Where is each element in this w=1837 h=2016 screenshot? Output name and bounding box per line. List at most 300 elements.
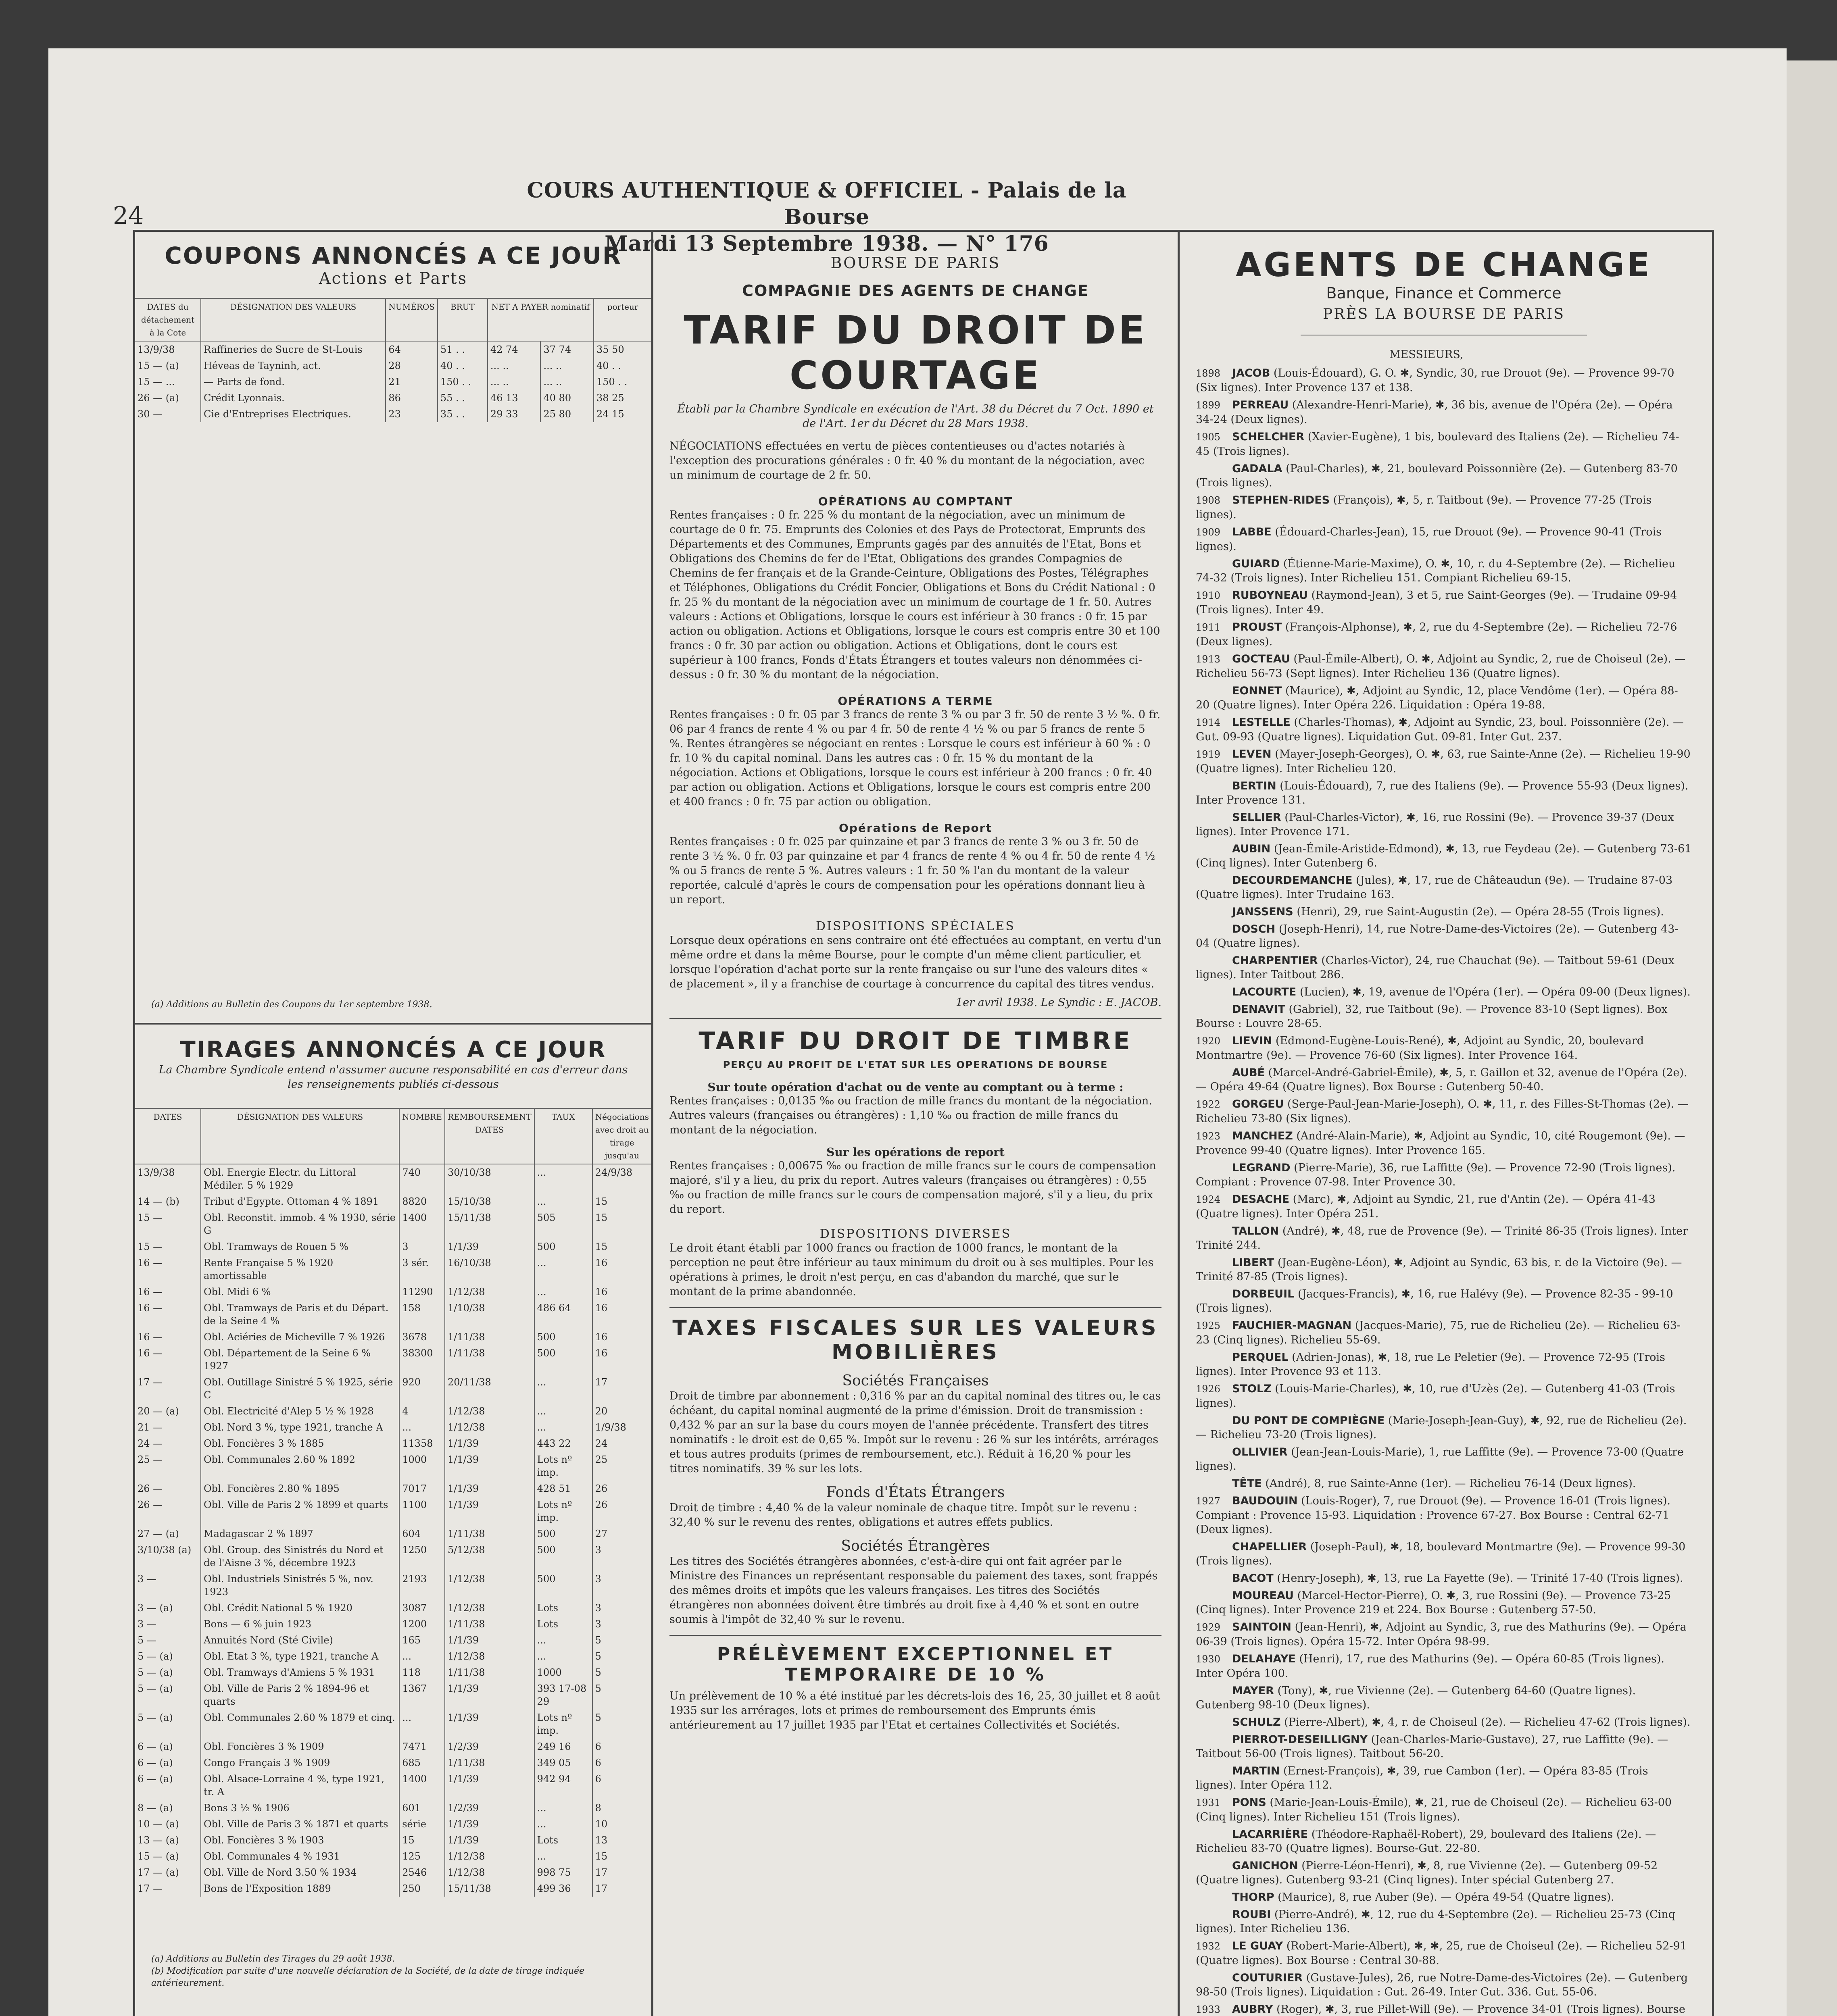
table-row [135,1616,651,1632]
tirages-col-designation: DÉSIGNATION DES VALEURS [201,1108,399,1164]
table-cell: Obl. Foncières 2.80 % 1895 [201,1481,399,1497]
agent-details: (Henri), 17, rue des Mathurins (9e). — Opéra 60-85 (Trois lignes). Inter Opéra 100. [1196,1653,1665,1680]
agent-year: 1929 [1196,1622,1221,1633]
table-cell: 25 80 [540,406,594,422]
table-cell: 125 [399,1848,445,1864]
agent-name: LIEVIN [1232,1035,1272,1047]
table-cell: ... [534,1419,592,1435]
agent-name: MOUREAU [1232,1589,1294,1602]
agent-details: (Jean-Émile-Aristide-Edmond), ✱, 13, rue Feydeau (2e). — Gutenberg 73-61 (Cinq lignes). Inter Gutenberg 6. [1196,843,1692,869]
table-row [135,1881,651,1897]
table-row [135,1571,651,1600]
agent-entry [1196,1414,1692,1442]
table-cell: ... [399,1710,445,1739]
table-cell: 1/1/39 [445,1632,534,1648]
table-cell: Obl. Alsace-Lorraine 4 %, type 1921, tr. A [201,1771,399,1800]
agent-entry [1196,922,1692,950]
agent-name: DOSCH [1232,923,1276,935]
agent-name: LEGRAND [1232,1162,1291,1174]
table-cell: 7471 [399,1739,445,1755]
agent-year: 1899 [1196,400,1221,411]
agent-year: 1922 [1196,1099,1221,1110]
agent-entry [1196,1827,1692,1856]
agent-name: SCHULZ [1232,1716,1281,1729]
coupons-col-porteur: porteur [594,298,651,341]
table-cell: Annuités Nord (Sté Civile) [201,1632,399,1648]
coupons-subtitle: Actions et Parts [319,269,468,288]
table-cell: 25 [592,1452,651,1481]
table-row [135,1832,651,1848]
agent-name: LABBE [1232,526,1272,538]
table-cell: Bons de l'Exposition 1889 [201,1881,399,1897]
table-cell: 5 — (a) [138,1683,173,1694]
agent-year: 1914 [1196,717,1221,728]
table-row [135,1497,651,1526]
agent-year: 1908 [1196,495,1221,506]
agent-name: BERTIN [1232,780,1276,792]
fonds-etrangers-heading: Fonds d'États Étrangers [826,1484,1005,1501]
table-cell: 249 16 [534,1739,592,1755]
table-row [135,1648,651,1664]
table-cell: 1/2/39 [445,1739,534,1755]
table-cell: Obl. Ville de Paris 2 % 1899 et quarts [201,1497,399,1526]
table-cell: 1/12/38 [445,1419,534,1435]
agent-details: (Alexandre-Henri-Marie), ✱, 36 bis, avenue de l'Opéra (2e). — Opéra 34-24 (Deux lignes). [1196,399,1673,426]
table-cell: 15 [592,1193,651,1210]
table-cell: 1/9/38 [592,1419,651,1435]
table-cell: 55 . . [438,390,488,406]
table-cell: 30 — [138,408,163,420]
tirages-note-top: La Chambre Syndicale entend n'assumer aucune responsabilité en cas d'erreur dans les renseignements publiés ci-dessous [158,1064,628,1091]
agent-details: (Jean-Charles-Marie-Gustave), 27, rue Laffitte (9e). — Taitbout 56-00 (Trois lignes). Taitbout 56-20. [1196,1733,1668,1760]
table-cell: 21 [386,374,438,390]
agent-year: 1930 [1196,1654,1221,1665]
tirages-title: TIRAGES ANNONCÉS A CE JOUR [180,1037,607,1063]
agent-entry [1196,366,1692,395]
table-cell: 17 — (a) [138,1867,179,1878]
table-cell: 1/12/38 [445,1284,534,1300]
table-cell: 8820 [399,1193,445,1210]
agent-entry [1196,1939,1692,1968]
agent-entry [1196,1192,1692,1221]
agent-details: (Marcel-André-Gabriel-Émile), ✱, 5, r. Gaillon et 32, avenue de l'Opéra (2e). — Opéra 49-64 (Quatre lignes). Box Bourse : Gutenberg 50-40. [1196,1066,1687,1093]
agent-name: AUBRY [1232,2003,1273,2016]
report2-heading: Sur les opérations de report [826,1145,1005,1159]
table-cell: ... [534,1255,592,1284]
table-cell: 38300 [399,1345,445,1374]
societes-francaises-text: Droit de timbre par abonnement : 0,316 % par an du capital nominal des titres ou, le cas échéant, du capital nominal augmenté de la prime d'émission. Droit de transmission : 0,432 % par an sur la base du cours moyen de l'année précédente. Transfert des titres nominatifs : le droit est de 0,65 %. Impôt sur le revenu : 26 % sur les intérêts, arrérages et tous autres produits (primes de remboursement, etc.). Réduit à 16,20 % pour les titres nominatifs. 39 % sur les lots. [669,1390,1161,1475]
table-cell: 13/9/38 [138,1167,175,1178]
agent-details: (François-Alphonse), ✱, 2, rue du 4-Septembre (2e). — Richelieu 72-76 (Deux lignes). [1196,621,1677,648]
table-cell: Obl. Industriels Sinistrés 5 %, nov. 1923 [201,1571,399,1600]
column-left [135,230,651,2016]
report2-text: Rentes françaises : 0,00675 ‰ ou fraction de mille francs sur le cours de compensation majoré, s'il y a lieu, du prix du report. Autres valeurs (françaises ou étrangères) : 0,55 ‰ ou fraction de mille francs sur le cours de compensation majoré, s'il y a lieu, du prix du report. [669,1160,1156,1216]
agent-name: GADALA [1232,462,1282,475]
agent-entry [1196,842,1692,870]
table-cell: 29 33 [488,406,541,422]
agent-details: (André), ✱, 48, rue de Provence (9e). — Trinité 86-35 (Trois lignes). Inter Trinité 244. [1196,1225,1688,1252]
table-cell: 2546 [399,1864,445,1881]
agent-entry [1196,1971,1692,1999]
table-cell: 16 [592,1255,651,1284]
agent-entry [1196,1382,1692,1410]
tirages-note-a: (a) Additions au Bulletin des Tirages du 29 août 1938. [151,1954,395,1964]
table-cell: 1400 [399,1771,445,1800]
timbre-title: TARIF DU DROIT DE TIMBRE [699,1027,1132,1055]
table-cell: 15 — (a) [138,360,179,371]
table-cell: 3 sér. [399,1255,445,1284]
agent-details: (Charles-Thomas), ✱, Adjoint au Syndic, 23, boul. Poissonnière (2e). — Gut. 09-93 (Quatre lignes). Liquidation Gut. 09-81. Inter Gut. 237. [1196,716,1684,743]
table-cell: 24 — [138,1438,163,1449]
agent-details: (Édouard-Charles-Jean), 15, rue Drouot (9e). — Provence 90-41 (Trois lignes). [1196,526,1662,553]
table-cell: 740 [399,1164,445,1193]
table-cell: 5 — (a) [138,1651,173,1662]
agent-details: (Louis-Édouard), 7, rue des Italiens (9e). — Provence 55-93 (Deux lignes). Inter Provence 131. [1196,780,1689,806]
terme-text: Rentes françaises : 0 fr. 05 par 3 francs de rente 3 % ou par 3 fr. 50 de rente 3 ½ %. 0 fr. 06 par 4 francs de rente 4 % ou par 4 fr. 50 de rente 4 ½ % ou par 5 francs de rente 5 %. Rentes étrangères se négociant en rentes : Lorsque le cours est inférieur à 60 % : 0 fr. 10 % du capital nominal. Dans les autres cas : 0 fr. 15 % du montant de la négociation. Actions et Obligations, lorsque le cours est inférieur à 200 francs : 0 fr. 40 par action ou obligation. Actions et Obligations, lorsque le cours est compris entre 200 et 400 francs : 0 fr. 75 par action ou obligation. [669,708,1161,808]
bourse-kicker: BOURSE DE PARIS [830,254,1001,272]
table-cell: Rente Française 5 % 1920 amortissable [201,1255,399,1284]
table-cell: 500 [534,1571,592,1600]
table-cell: Lots nº imp. [534,1497,592,1526]
agent-details: (Ernest-François), ✱, 39, rue Cambon (1er). — Opéra 83-85 (Trois lignes). Inter Opéra 112. [1196,1765,1648,1791]
agent-name: PERREAU [1232,399,1289,411]
table-cell: 25 — [138,1454,163,1465]
bourse-company: COMPAGNIE DES AGENTS DE CHANGE [742,282,1089,300]
agent-name: PIERROT-DESEILLIGNY [1232,1733,1368,1746]
table-row [135,1664,651,1681]
table-cell: 27 — (a) [138,1528,179,1539]
table-cell: 428 51 [534,1481,592,1497]
table-cell: Héveas de Tayninh, act. [201,358,386,374]
table-cell: 16 — [138,1286,163,1297]
table-cell: 5 — (a) [138,1667,173,1678]
table-row [135,1755,651,1771]
agent-details: (Edmond-Eugène-Louis-René), ✱, Adjoint au Syndic, 20, boulevard Montmartre (9e). — Provence 76-60 (Six lignes). Inter Provence 164. [1196,1035,1644,1062]
negociations-text: NÉGOCIATIONS effectuées en vertu de pièces contentieuses ou d'actes notariés à l'exception des procurations générales : 0 fr. 40 % du montant de la négociation, avec un minimum de courtage de 2 fr. 50. [669,440,1145,481]
table-cell: 500 [534,1345,592,1374]
table-cell: 24 15 [594,406,651,422]
adjacent-page-edge [1787,60,1837,2016]
table-cell: 1/1/39 [445,1832,534,1848]
agent-details: (Étienne-Marie-Maxime), O. ✱, 10, r. du 4-Septembre (2e). — Richelieu 74-32 (Trois lignes). Inter Richelieu 151. Compiant Richelieu 69-15. [1196,558,1676,584]
agent-entry [1196,1589,1692,1617]
table-row [135,1164,651,1193]
taxes-title: TAXES FISCALES SUR LES VALEURS MOBILIÈRES [672,1316,1159,1364]
table-cell: 26 — [138,1483,163,1494]
agent-details: (Marie-Joseph-Jean-Guy), ✱, 92, rue de Richelieu (2e). — Richelieu 73-20 (Trois lignes). [1196,1414,1687,1441]
table-cell: 8 [592,1800,651,1816]
table-cell: 13 [592,1832,651,1848]
table-cell: 1/1/39 [445,1435,534,1452]
table-cell: 20 [592,1403,651,1419]
table-cell: Obl. Midi 6 % [201,1284,399,1300]
table-cell: 17 [592,1864,651,1881]
table-cell: 6 [592,1739,651,1755]
agent-entry [1196,430,1692,458]
table-cell: Obl. Tramways de Rouen 5 % [201,1239,399,1255]
table-row [135,1284,651,1300]
table-row [135,1542,651,1571]
table-row [135,1403,651,1419]
table-row [135,1345,651,1374]
agent-entry [1196,493,1692,522]
coupons-col-designation: DÉSIGNATION DES VALEURS [201,298,386,341]
dispositions-heading: DISPOSITIONS SPÉCIALES [816,919,1015,933]
table-cell: 1/11/38 [445,1345,534,1374]
societes-francaises-heading: Sociétés Françaises [842,1372,989,1389]
agent-entry [1196,684,1692,712]
agent-year: 1926 [1196,1383,1221,1395]
agent-entry [1196,557,1692,585]
tirages-col-taux: TAUX [534,1108,592,1164]
table-cell: 17 — [138,1377,163,1388]
table-cell: 443 22 [534,1435,592,1452]
agent-entry [1196,1034,1692,1062]
agent-name: RUBOYNEAU [1232,589,1308,602]
table-cell: 64 [386,341,438,358]
tarif-intro: Établi par la Chambre Syndicale en exécution de l'Art. 38 du Décret du 7 Oct. 1890 et de l'Art. 1er du Décret du 28 Mars 1938. [677,403,1154,430]
agent-year: 1933 [1196,2004,1221,2015]
agent-details: (Pierre-André), ✱, 12, rue du 4-Septembre (2e). — Richelieu 25-73 (Cinq lignes). Inter Richelieu 136. [1196,1908,1676,1935]
table-cell: 15/11/38 [445,1881,534,1897]
agent-entry [1196,747,1692,776]
table-cell: 7017 [399,1481,445,1497]
agent-entry [1196,1129,1692,1158]
table-cell: 1/12/38 [445,1848,534,1864]
table-cell: 604 [399,1526,445,1542]
table-row [135,1848,651,1864]
table-cell: 1200 [399,1616,445,1632]
table-row [135,1864,651,1881]
table-cell: 3 [592,1542,651,1571]
table-cell: 40 . . [438,358,488,374]
table-cell: Obl. Ville de Paris 2 % 1894-96 et quarts [201,1681,399,1710]
table-cell: 10 — (a) [138,1818,179,1830]
agent-name: JACOB [1232,367,1270,379]
table-cell: 38 25 [594,390,651,406]
agent-details: (Xavier-Eugène), 1 bis, boulevard des Italiens (2e). — Richelieu 74-45 (Trois lignes). [1196,431,1679,458]
agent-details: (Roger), ✱, 3, rue Pillet-Will (9e). — Provence 34-01 (Trois lignes). Bourse [1276,2003,1685,2016]
table-cell: ... .. [540,374,594,390]
table-cell: 150 . . [594,374,651,390]
table-cell: 16/10/38 [445,1255,534,1284]
table-cell: 15/11/38 [445,1210,534,1239]
table-cell: 1367 [399,1681,445,1710]
column-right [1180,230,1708,2016]
table-cell: 15 — [138,1241,163,1252]
table-cell: Obl. Foncières 3 % 1909 [201,1739,399,1755]
agent-entry [1196,715,1692,744]
agent-entry [1196,1733,1692,1761]
table-cell: 1/11/38 [445,1329,534,1345]
header-date: Mardi 13 Septembre 1938. — N° 176 [605,231,1049,256]
table-cell: 1/1/39 [445,1497,534,1526]
agent-name: LACARRIÈRE [1232,1828,1308,1841]
agent-details: (Louis-Édouard), G. O. ✱, Syndic, 30, rue Drouot (9e). — Provence 99-70 (Six lignes). Inter Provence 137 et 138. [1196,367,1674,394]
table-row [135,1329,651,1345]
table-cell: 26 [592,1481,651,1497]
agent-year: 1913 [1196,654,1221,665]
agent-details: (Théodore-Raphaël-Robert), 29, boulevard des Italiens (2e). — Richelieu 83-70 (Quatre lignes). Bourse-Gut. 22-80. [1196,1828,1656,1855]
table-cell: 3 [399,1239,445,1255]
table-row [135,406,651,422]
table-cell: 3 [592,1616,651,1632]
agent-entry [1196,1350,1692,1379]
agent-details: (Adrien-Jonas), ✱, 18, rue Le Peletier (9e). — Provence 72-95 (Trois lignes). Inter Provence 93 et 113. [1196,1351,1666,1378]
table-cell: 3 [592,1571,651,1600]
table-cell: Obl. Foncières 3 % 1903 [201,1832,399,1848]
table-cell: Lots [534,1616,592,1632]
table-cell: 13 — (a) [138,1835,179,1846]
table-cell: 46 13 [488,390,541,406]
agent-entry [1196,873,1692,902]
table-cell: ... [399,1648,445,1664]
table-cell: 3 [592,1600,651,1616]
table-cell: 20 — (a) [138,1406,179,1417]
agent-year: 1919 [1196,749,1221,760]
table-cell: 40 . . [594,358,651,374]
table-cell: 37 74 [540,341,594,358]
table-cell: Obl. Energie Electr. du Littoral Médiler. 5 % 1929 [201,1164,399,1193]
table-cell: 35 50 [594,341,651,358]
agent-name: EONNET [1232,685,1282,697]
agent-details: (Charles-Victor), 24, rue Chauchat (9e). — Taitbout 59-61 (Deux lignes). Inter Taitbout 286. [1196,954,1674,981]
page-number: 24 [113,202,144,230]
table-cell: ... [399,1419,445,1435]
agent-details: (Serge-Paul-Jean-Marie-Joseph), O. ✱, 11, r. des Filles-St-Thomas (2e). — Richelieu 73-80 (Six lignes). [1196,1098,1689,1125]
table-cell: série [399,1816,445,1832]
table-cell: 500 [534,1239,592,1255]
agent-name: TÊTE [1232,1477,1262,1490]
agent-name: GANICHON [1232,1860,1298,1872]
agent-details: (Jean-Eugène-Léon), ✱, Adjoint au Syndic, 63 bis, r. de la Victoire (9e). — Trinité 87-85 (Trois lignes). [1196,1256,1682,1283]
table-cell: 1/1/39 [445,1481,534,1497]
agent-year: 1920 [1196,1035,1221,1047]
table-cell: 16 — [138,1331,163,1343]
agent-entry [1196,779,1692,807]
diverses-heading: DISPOSITIONS DIVERSES [819,1227,1011,1241]
table-cell: 1/1/39 [445,1681,534,1710]
table-row [135,1374,651,1403]
table-cell: Obl. Département de la Seine 6 % 1927 [201,1345,399,1374]
table-cell: 35 . . [438,406,488,422]
agent-name: GOCTEAU [1232,653,1290,665]
agent-name: LESTELLE [1232,716,1291,729]
agent-entry [1196,1224,1692,1252]
agent-entry [1196,398,1692,427]
agent-name: PROUST [1232,621,1282,633]
agent-details: (François), ✱, 5, r. Taitbout (9e). — Provence 77-25 (Trois lignes). [1196,494,1652,521]
agents-list [1180,366,1708,2016]
table-cell: 6 [592,1771,651,1800]
coupons-note: (a) Additions au Bulletin des Coupons du 1er septembre 1938. [151,1000,432,1010]
table-cell: ... .. [540,358,594,374]
agent-entry [1196,1795,1692,1824]
agent-name: BAUDOUIN [1232,1495,1298,1507]
table-cell: — Parts de fond. [201,374,386,390]
agent-entry [1196,620,1692,649]
agent-name: DECOURDEMANCHE [1232,874,1353,887]
table-cell: 685 [399,1755,445,1771]
table-cell: 942 94 [534,1771,592,1800]
table-cell: ... [534,1193,592,1210]
table-row [135,1526,651,1542]
table-cell: 1/12/38 [445,1600,534,1616]
table-row [135,1710,651,1739]
report-text: Rentes françaises : 0 fr. 025 par quinzaine et par 3 francs de rente 3 % ou 3 fr. 50 de rente 3 ½ %. 0 fr. 03 par quinzaine et par 4 francs de rente 4 % ou 4 fr. 50 de rente 4 ½ % ou 5 francs de rente 5 %. Autres valeurs : 1 fr. 50 % l'an du montant de la valeur reportée, calculé d'après le cours de compensation pour les opérations donnant lieu à un report. [669,835,1155,906]
table-cell: 5 [592,1664,651,1681]
agent-year: 1927 [1196,1495,1221,1507]
agent-name: SELLIER [1232,811,1281,824]
messieurs-label: MESSIEURS, [1389,348,1464,361]
table-cell: 15 [592,1210,651,1239]
agent-name: AUBÉ [1232,1066,1265,1079]
agent-year: 1925 [1196,1320,1221,1331]
table-row [135,358,651,374]
table-cell: 24 [592,1435,651,1452]
table-cell: ... [534,1648,592,1664]
agent-name: MANCHEZ [1232,1130,1293,1142]
table-cell: 920 [399,1374,445,1403]
agent-entry [1196,1097,1692,1126]
agent-name: ROUBI [1232,1908,1271,1921]
table-row [135,374,651,390]
agent-details: (Henri), 29, rue Saint-Augustin (2e). — Opéra 28-55 (Trois lignes). [1297,906,1664,918]
agent-details: (Jules), ✱, 17, rue de Châteaudun (9e). — Trudaine 87-03 (Quatre lignes). Inter Trudaine 163. [1196,874,1673,901]
agent-details: (Marie-Jean-Louis-Émile), ✱, 21, rue de Choiseul (2e). — Richelieu 63-00 (Cinq lignes). Inter Richelieu 151 (Trois lignes). [1196,1796,1672,1823]
table-row [135,1255,651,1284]
table-cell: 1400 [399,1210,445,1239]
table-cell: 2193 [399,1571,445,1600]
table-cell: 165 [399,1632,445,1648]
table-cell: ... [534,1403,592,1419]
table-cell: 1/12/38 [445,1648,534,1664]
tirages-col-rembourse-dates: REMBOURSEMENT DATES [445,1108,534,1164]
table-cell: 10 [592,1816,651,1832]
table-cell: ... [534,1284,592,1300]
agent-year: 1923 [1196,1131,1221,1142]
agent-details: (Joseph-Henri), 14, rue Notre-Dame-des-Victoires (2e). — Gutenberg 43-04 (Quatre lignes). [1196,923,1679,950]
agents-subtitle2: PRÈS LA BOURSE DE PARIS [1322,306,1565,323]
agent-name: SAINTOIN [1232,1621,1291,1633]
agent-details: (Pierre-Léon-Henri), ✱, 8, rue Vivienne (2e). — Gutenberg 09-52 (Quatre lignes). Gutenberg 93-21 (Cinq lignes). Inter spécial Gutenberg 27. [1196,1860,1658,1886]
table-cell: 13/9/38 [138,344,175,355]
coupons-table [135,298,651,422]
agent-name: DORBEUIL [1232,1288,1295,1300]
agents-subtitle: Banque, Finance et Commerce [1326,284,1562,302]
agent-name: JANSSENS [1232,906,1293,918]
table-cell: Lots [534,1832,592,1848]
agent-details: (Gabriel), 32, rue Taitbout (9e). — Provence 83-10 (Sept lignes). Box Bourse : Louvre 28-65. [1196,1003,1668,1030]
tirages-col-dates: DATES [135,1108,201,1164]
table-cell: Obl. Electricité d'Alep 5 ½ % 1928 [201,1403,399,1419]
tirages-note-b: (b) Modification par suite d'une nouvelle déclaration de la Société, de la date de tirage indiquée antérieurement. [151,1966,585,1988]
table-cell: ... [534,1848,592,1864]
table-cell: Cie d'Entreprises Electriques. [201,406,386,422]
agent-name: SCHELCHER [1232,431,1305,443]
table-cell: 1/12/38 [445,1571,534,1600]
table-cell: 500 [534,1329,592,1345]
table-cell: ... .. [488,358,541,374]
agent-details: (Jean-Jean-Louis-Marie), 1, rue Laffitte (9e). — Provence 73-00 (Quatre lignes). [1196,1446,1684,1472]
tirages-col-nombre: NOMBRE [399,1108,445,1164]
table-row [135,1210,651,1239]
table-cell: 5 [592,1632,651,1648]
agent-entry [1196,1256,1692,1284]
table-cell: 42 74 [488,341,541,358]
agent-details: (Joseph-Paul), ✱, 18, boulevard Montmartre (9e). — Provence 99-30 (Trois lignes). [1196,1541,1686,1567]
timbre-heading: Sur toute opération d'achat ou de vente au comptant ou à terme : [707,1081,1124,1094]
